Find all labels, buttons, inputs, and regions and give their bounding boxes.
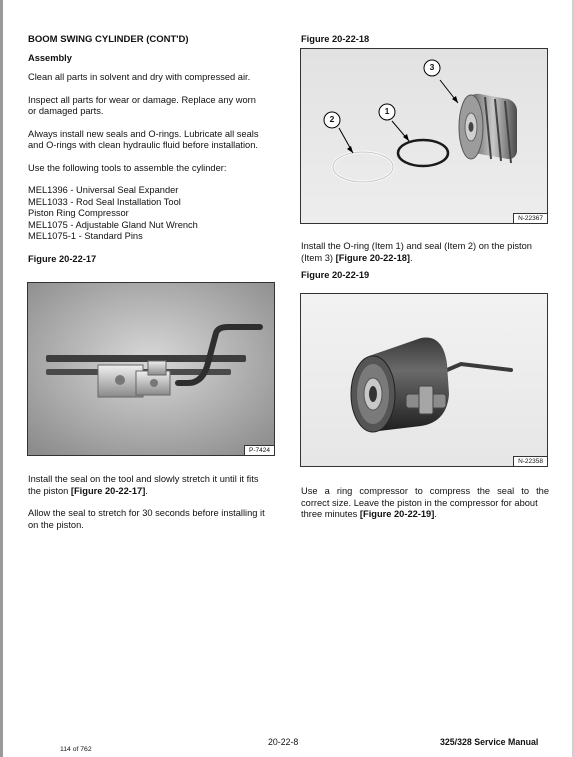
subsection-title: Assembly: [28, 52, 72, 63]
paragraph-line: and O-rings with clean hydraulic fluid before installation.: [28, 140, 258, 150]
paragraph-install-oring: [301, 241, 549, 264]
seal-expander-tool-photo: [28, 283, 274, 455]
right-column: [301, 34, 549, 46]
figure-17-image: [27, 282, 275, 456]
manual-title: 325/328 Service Manual: [440, 737, 539, 747]
paragraph-line: Allow the seal to stretch for 30 seconds before installing it: [28, 508, 265, 518]
figure-17-title: Figure 20-22-17: [28, 253, 97, 264]
page-count: 114 of 762: [60, 746, 92, 753]
paragraph-line: Use a ring compressor to compress the seal to the: [301, 486, 549, 496]
paragraph-line: Inspect all parts for wear or damage. Replace any worn: [28, 94, 256, 105]
tool-item: Piston Ring Compressor: [28, 208, 129, 218]
callout-2: 2: [329, 114, 335, 124]
tool-item: MEL1033 - Rod Seal Installation Tool: [28, 196, 181, 207]
left-column-lower: [28, 474, 276, 531]
figure-reference: [Figure 20-22-18]: [335, 252, 411, 263]
figure-19-id: N-22358: [513, 456, 547, 466]
paragraph-line: three minutes: [301, 509, 360, 519]
paragraph-inspect: [28, 95, 276, 118]
paragraph-allow-stretch: [28, 508, 276, 531]
page-edge-shadow: [0, 0, 3, 757]
tool-item: MEL1075 - Adjustable Gland Nut Wrench: [28, 219, 198, 230]
paragraph-install-seal: [28, 474, 276, 497]
figure-19-image: [300, 293, 548, 467]
tool-list: [28, 185, 276, 243]
paragraph-end: .: [410, 252, 413, 263]
paragraph-seals: [28, 129, 276, 152]
paragraph-end: .: [145, 485, 148, 496]
paragraph-line: on the piston.: [28, 519, 84, 530]
figure-18-image: [300, 48, 548, 224]
paragraph-line: the piston: [28, 485, 71, 496]
tool-item: MEL1396 - Universal Seal Expander: [28, 185, 179, 195]
paragraph-line: correct size. Leave the piston in the compressor for about: [301, 497, 538, 508]
tool-item: MEL1075-1 - Standard Pins: [28, 231, 143, 241]
paragraph-line: (Item 3): [301, 252, 336, 263]
left-column: [28, 34, 276, 265]
paragraph-tools-intro: Use the following tools to assemble the cylinder:: [28, 162, 227, 173]
right-column-mid: [301, 241, 549, 282]
paragraph-line: or damaged parts.: [28, 106, 104, 116]
figure-18-id: N-22367: [513, 213, 547, 223]
figure-17-id: P-7424: [244, 445, 274, 455]
paragraph-line: Install the O-ring (Item 1) and seal (Item 2) on the piston: [301, 241, 532, 251]
paragraph-ring-compressor: [301, 486, 549, 521]
paragraph-line: Always install new seals and O-rings. Lubricate all seals: [28, 128, 259, 139]
paragraph-end: .: [434, 509, 437, 519]
figure-reference: [Figure 20-22-19]: [359, 509, 435, 519]
figure-reference: [Figure 20-22-17]: [70, 485, 146, 496]
piston-seal-oring-photo: [301, 49, 547, 223]
page-number: 20-22-8: [268, 737, 299, 747]
figure-19-title: Figure 20-22-19: [301, 270, 370, 280]
callout-1: 1: [384, 106, 390, 116]
ring-compressor-photo: [301, 294, 547, 466]
paragraph-line: Install the seal on the tool and slowly stretch it until it fits: [28, 474, 259, 484]
section-title: BOOM SWING CYLINDER (CONT'D): [28, 34, 189, 45]
right-column-lower: [301, 486, 549, 521]
figure-18-title: Figure 20-22-18: [301, 34, 370, 44]
callout-3: 3: [429, 62, 435, 72]
paragraph-clean: Clean all parts in solvent and dry with compressed air.: [28, 72, 251, 82]
